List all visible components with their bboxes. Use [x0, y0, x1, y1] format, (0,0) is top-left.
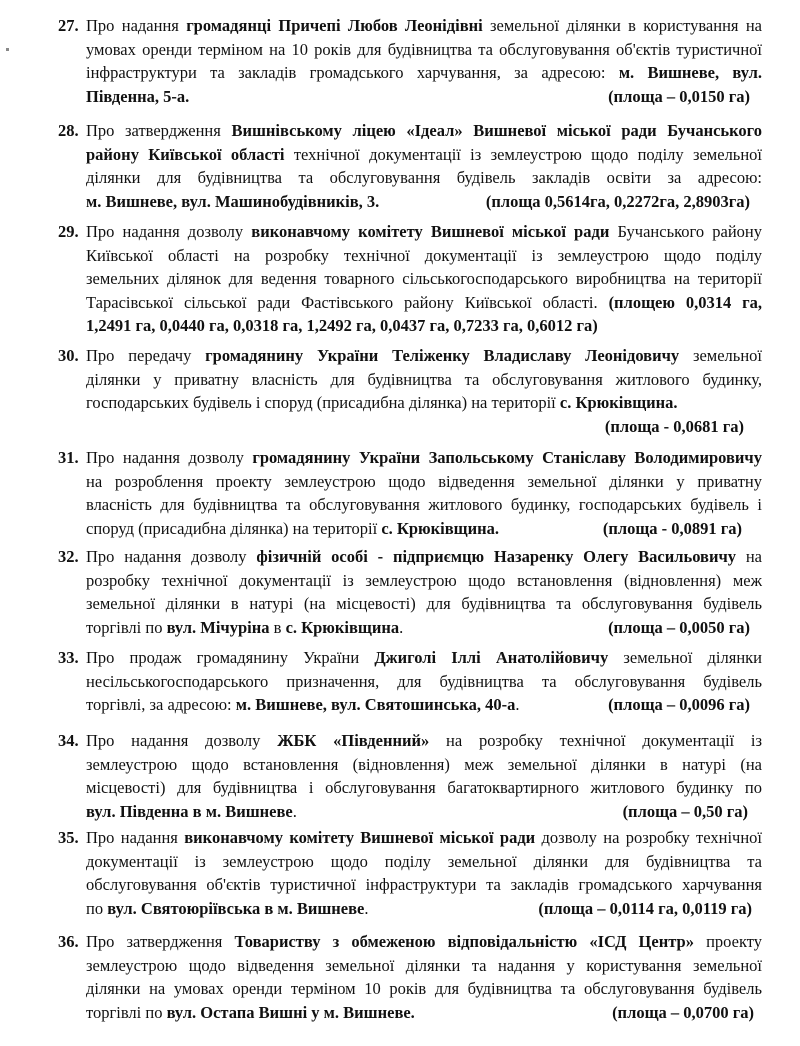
item-line: споруд (присадибна ділянка) на території с. Крюківщина. (площа - 0,0891 га) [86, 517, 762, 541]
item-line: земельних ділянок для ведення товарного сільськогосподарського виробництва на території [86, 269, 762, 288]
item-number: 28. [58, 121, 79, 140]
item-line: торгівлі по вул. Мічуріна в с. Крюківщина. (площа – 0,0050 га) [86, 616, 762, 640]
area-value: (площа – 0,0114 га, 0,0119 га) [538, 898, 752, 918]
item-line: Про надання дозволу виконавчому комітету Вишневої міської ради Бучанського району [86, 222, 762, 241]
item-number: 31. [58, 448, 79, 467]
item-line: Про надання дозволу фізичній особі - підприємцю Назаренку Олегу Васильовичу на [86, 547, 762, 566]
item-line: Про затвердження Вишнівському ліцею «Ідеал» Вишневої міської ради Бучанського [86, 121, 762, 140]
list-item [58, 344, 762, 438]
item-line: вул. Південна в м. Вишневе. (площа – 0,50 га) [86, 800, 762, 824]
item-line: умовах оренди терміном на 10 років для будівництва та обслуговування об'єктів туристичної [86, 39, 762, 59]
area-value: (площа - 0,0681 га) [604, 416, 744, 436]
item-line: Про надання громадянці Причепі Любов Леонідівні земельної ділянки в користування на [86, 16, 762, 35]
item-line: розробку технічної документації із землеустрою щодо встановлення (відновлення) меж [86, 570, 762, 590]
item-line: землеустрою щодо відведення земельної ділянки та надання у користування земельної [86, 955, 762, 975]
list-item [58, 646, 762, 717]
list-item [58, 119, 762, 213]
item-line: обслуговування об'єктів туристичної інфраструктури та закладів громадського харчування [86, 875, 762, 894]
item-line: господарських будівель і споруд (присадибна ділянка) на території с. Крюківщина. [86, 393, 678, 412]
item-number: 35. [58, 828, 79, 847]
item-line: Про надання виконавчому комітету Вишневої міської ради дозволу на розробку технічної [86, 828, 762, 847]
item-line: торгівлі по вул. Остапа Вишні у м. Вишневе. (площа – 0,0700 га) [86, 1001, 762, 1025]
item-line: місцевості) для будівництва і обслуговування багатоквартирного житлового будинку по [86, 778, 762, 797]
item-number: 27. [58, 16, 79, 35]
area-value: (площа – 0,0050 га) [608, 617, 750, 637]
area-value: (площа – 0,0150 га) [608, 86, 750, 106]
item-line: ділянки для будівництва та обслуговування будівель закладів освіти за адресою: [86, 168, 762, 187]
item-line: по вул. Святоюріївська в м. Вишневе. (площа – 0,0114 га, 0,0119 га) [86, 897, 762, 921]
list-item [58, 14, 762, 108]
area-value: (площа – 0,0700 га) [612, 1002, 754, 1022]
list-item [58, 446, 762, 540]
area-value: (площа - 0,0891 га) [602, 518, 742, 538]
item-line: торгівлі, за адресою: м. Вишневе, вул. Святошинська, 40-а. (площа – 0,0096 га) [86, 693, 762, 717]
item-line: земельної ділянки в натурі (на місцевості) для будівництва та обслуговування будівель [86, 594, 762, 613]
item-number: 34. [58, 731, 79, 750]
item-number: 32. [58, 547, 79, 566]
list-item [58, 545, 762, 639]
item-line: Південна, 5-а. (площа – 0,0150 га) [86, 85, 762, 109]
area-value: (площа 0,5614га, 0,2272га, 2,8903га) [485, 191, 750, 211]
list-item [58, 930, 762, 1024]
item-line: власність для будівництва та обслуговування житлового будинку, господарських будівель і [86, 495, 762, 514]
item-line: Тарасівської сільської ради Фастівського району Київської області. (площею 0,0314 га, [86, 292, 763, 312]
item-number: 29. [58, 222, 79, 241]
item-line: Про передачу громадянину України Теліженку Владиславу Леонідовичу земельної [86, 346, 762, 365]
item-line: Про надання дозволу ЖБК «Південний» на розробку технічної документації із [86, 731, 763, 750]
item-line: району Київської області технічної документації із землеустрою щодо поділу земельної [86, 144, 762, 164]
item-line: ділянки у приватну власність для будівництва та обслуговування житлового будинку, [86, 369, 762, 389]
item-number: 30. [58, 346, 79, 365]
item-line: Про продаж громадянину України Джиголі Іллі Анатолійовичу земельної ділянки [86, 648, 762, 667]
item-line: Про надання дозволу громадянину України Запольському Станіславу Володимировичу [86, 448, 762, 467]
list-item [58, 220, 762, 338]
list-item [58, 729, 762, 823]
item-line: 1,2491 га, 0,0440 га, 0,0318 га, 1,2492 га, 0,0437 га, 0,7233 га, 0,6012 га) [86, 316, 598, 335]
item-line: ділянки на умовах оренди терміном 10 років для будівництва та обслуговування будівель [86, 979, 762, 998]
item-number: 33. [58, 648, 79, 667]
item-line: м. Вишневе, вул. Машинобудівників, 3. (площа 0,5614га, 0,2272га, 2,8903га) [86, 190, 762, 214]
item-line: несільськогосподарського призначення, для будівництва та обслуговування будівель [86, 671, 762, 691]
item-line: землеустрою щодо встановлення (відновлення) меж земельної ділянки в натурі (на [86, 754, 762, 774]
item-line: Про затвердження Товариству з обмеженою відповідальністю «ІСД Центр» проекту [86, 932, 762, 951]
item-line: Київської області на розробку технічної документації із землеустрою щодо поділу [86, 245, 762, 265]
list-item [58, 826, 762, 920]
item-line: інфраструктури та закладів громадського харчування, за адресою: м. Вишневе, вул. [86, 63, 762, 82]
item-number: 36. [58, 932, 79, 951]
area-value: (площа – 0,0096 га) [608, 695, 750, 714]
scan-mark [6, 48, 9, 51]
area-value: (площа – 0,50 га) [622, 801, 748, 821]
item-line: документації із землеустрою щодо поділу земельної ділянки для будівництва та [86, 851, 762, 871]
item-line: на розроблення проекту землеустрою щодо відведення земельної ділянки у приватну [86, 471, 762, 491]
